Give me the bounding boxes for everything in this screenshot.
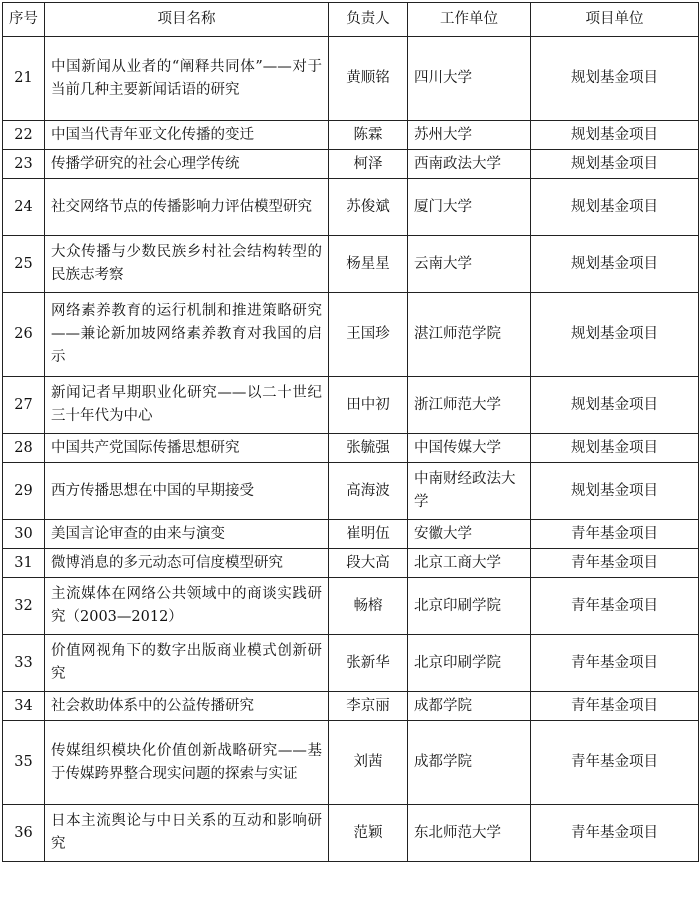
table-row <box>3 805 699 862</box>
row-unit: 厦门大学 <box>408 179 531 236</box>
row-name: 中国当代青年亚文化传播的变迁 <box>45 121 329 150</box>
row-name: 社会救助体系中的公益传播研究 <box>45 692 329 721</box>
row-unit: 中南财经政法大学 <box>408 463 531 520</box>
row-no: 29 <box>3 463 45 520</box>
row-no: 25 <box>3 236 45 293</box>
row-name: 网络素养教育的运行机制和推进策略研究——兼论新加坡网络素养教育对我国的启示 <box>45 293 329 377</box>
table-row <box>3 549 699 578</box>
row-no: 28 <box>3 434 45 463</box>
row-name: 中国新闻从业者的“阐释共同体”——对于当前几种主要新闻话语的研究 <box>45 37 329 121</box>
header-leader: 负责人 <box>329 3 408 37</box>
row-no: 35 <box>3 721 45 805</box>
row-unit: 安徽大学 <box>408 520 531 549</box>
row-type: 规划基金项目 <box>531 37 699 121</box>
row-no: 21 <box>3 37 45 121</box>
table-row <box>3 150 699 179</box>
row-type: 规划基金项目 <box>531 150 699 179</box>
row-unit: 北京工商大学 <box>408 549 531 578</box>
row-no: 24 <box>3 179 45 236</box>
row-leader: 陈霖 <box>329 121 408 150</box>
row-leader: 范颖 <box>329 805 408 862</box>
row-unit: 成都学院 <box>408 692 531 721</box>
row-leader: 王国珍 <box>329 293 408 377</box>
row-leader: 张新华 <box>329 635 408 692</box>
table-row <box>3 236 699 293</box>
row-name: 价值网视角下的数字出版商业模式创新研究 <box>45 635 329 692</box>
row-leader: 田中初 <box>329 377 408 434</box>
row-no: 32 <box>3 578 45 635</box>
row-type: 青年基金项目 <box>531 721 699 805</box>
row-name: 传播学研究的社会心理学传统 <box>45 150 329 179</box>
row-leader: 柯泽 <box>329 150 408 179</box>
row-type: 青年基金项目 <box>531 805 699 862</box>
row-unit: 北京印刷学院 <box>408 578 531 635</box>
row-unit: 浙江师范大学 <box>408 377 531 434</box>
row-unit: 云南大学 <box>408 236 531 293</box>
row-no: 36 <box>3 805 45 862</box>
table-row <box>3 179 699 236</box>
row-no: 33 <box>3 635 45 692</box>
row-type: 青年基金项目 <box>531 635 699 692</box>
table-row <box>3 692 699 721</box>
row-unit: 湛江师范学院 <box>408 293 531 377</box>
row-type: 规划基金项目 <box>531 293 699 377</box>
row-type: 规划基金项目 <box>531 377 699 434</box>
row-type: 青年基金项目 <box>531 520 699 549</box>
row-name: 大众传播与少数民族乡村社会结构转型的民族志考察 <box>45 236 329 293</box>
row-leader: 畅榕 <box>329 578 408 635</box>
row-leader: 黄顺铭 <box>329 37 408 121</box>
row-type: 青年基金项目 <box>531 578 699 635</box>
row-type: 青年基金项目 <box>531 549 699 578</box>
project-table <box>2 2 699 862</box>
row-name: 日本主流舆论与中日关系的互动和影响研究 <box>45 805 329 862</box>
table-row <box>3 520 699 549</box>
row-name: 传媒组织模块化价值创新战略研究——基于传媒跨界整合现实问题的探索与实证 <box>45 721 329 805</box>
row-name: 中国共产党国际传播思想研究 <box>45 434 329 463</box>
row-leader: 张毓强 <box>329 434 408 463</box>
row-type: 规划基金项目 <box>531 463 699 520</box>
table-row <box>3 121 699 150</box>
row-unit: 中国传媒大学 <box>408 434 531 463</box>
row-no: 30 <box>3 520 45 549</box>
row-name: 美国言论审查的由来与演变 <box>45 520 329 549</box>
row-unit: 西南政法大学 <box>408 150 531 179</box>
row-unit: 东北师范大学 <box>408 805 531 862</box>
row-name: 社交网络节点的传播影响力评估模型研究 <box>45 179 329 236</box>
row-leader: 李京丽 <box>329 692 408 721</box>
row-name: 微博消息的多元动态可信度模型研究 <box>45 549 329 578</box>
row-no: 26 <box>3 293 45 377</box>
row-type: 青年基金项目 <box>531 692 699 721</box>
row-no: 23 <box>3 150 45 179</box>
row-no: 34 <box>3 692 45 721</box>
row-unit: 苏州大学 <box>408 121 531 150</box>
table-row <box>3 377 699 434</box>
row-name: 主流媒体在网络公共领域中的商谈实践研究（2003—2012） <box>45 578 329 635</box>
header-name: 项目名称 <box>45 3 329 37</box>
row-no: 22 <box>3 121 45 150</box>
row-name: 西方传播思想在中国的早期接受 <box>45 463 329 520</box>
table-row <box>3 37 699 121</box>
header-unit: 工作单位 <box>408 3 531 37</box>
header-row <box>3 3 699 37</box>
header-no: 序号 <box>3 3 45 37</box>
row-no: 31 <box>3 549 45 578</box>
table-row <box>3 293 699 377</box>
row-leader: 崔明伍 <box>329 520 408 549</box>
row-leader: 段大高 <box>329 549 408 578</box>
row-leader: 杨星星 <box>329 236 408 293</box>
table-row <box>3 721 699 805</box>
table-row <box>3 635 699 692</box>
row-no: 27 <box>3 377 45 434</box>
row-type: 规划基金项目 <box>531 434 699 463</box>
row-unit: 四川大学 <box>408 37 531 121</box>
table-row <box>3 463 699 520</box>
row-unit: 北京印刷学院 <box>408 635 531 692</box>
row-name: 新闻记者早期职业化研究——以二十世纪三十年代为中心 <box>45 377 329 434</box>
row-leader: 刘茜 <box>329 721 408 805</box>
row-type: 规划基金项目 <box>531 179 699 236</box>
row-leader: 苏俊斌 <box>329 179 408 236</box>
row-type: 规划基金项目 <box>531 121 699 150</box>
row-type: 规划基金项目 <box>531 236 699 293</box>
row-leader: 高海波 <box>329 463 408 520</box>
table-row <box>3 578 699 635</box>
row-unit: 成都学院 <box>408 721 531 805</box>
header-type: 项目单位 <box>531 3 699 37</box>
table-row <box>3 434 699 463</box>
